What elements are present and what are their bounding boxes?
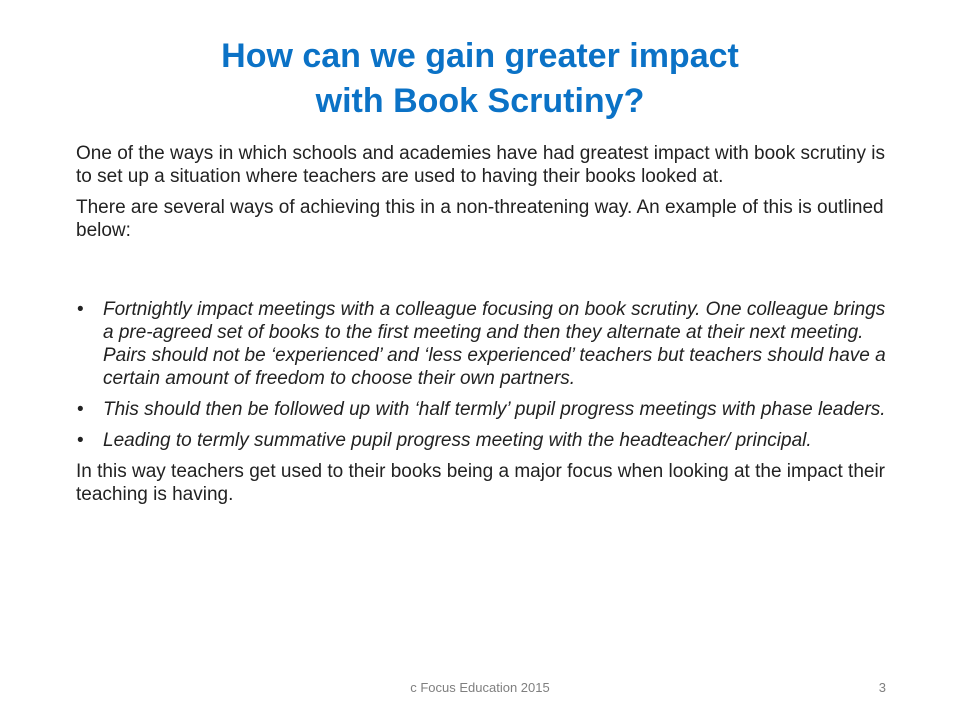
intro-paragraph: One of the ways in which schools and academies have had greatest impact with book scrutiny is to set up a situation where teachers are used to having their books looked at. — [76, 143, 885, 187]
spacer — [76, 242, 886, 298]
list-item — [76, 398, 886, 421]
bullet-icon: • — [77, 299, 84, 320]
list-item-text: Leading to termly summative pupil progress meeting with the headteacher/ principal. — [103, 430, 812, 451]
page-number: 3 — [878, 680, 886, 695]
slide-title-line-1: How can we gain greater impact — [221, 37, 739, 75]
list-item — [76, 298, 886, 390]
slide-title — [80, 34, 880, 124]
slide-body — [76, 142, 886, 506]
list-item-text: Fortnightly impact meetings with a colleague focusing on book scrutiny. One colleague brings a pre-agreed set of books to the first meeting and then they alternate at their next meeting. Pairs should not be ‘experienced’ and ‘less experienced’ teachers but teachers should have a certain amount of freedom to choose their own partners. — [103, 299, 886, 389]
footer-copyright: c Focus Education 2015 — [410, 680, 550, 695]
example-paragraph: There are several ways of achieving this in a non-threatening way. An example of this is outlined below: — [76, 197, 884, 241]
closing-paragraph: In this way teachers get used to their books being a major focus when looking at the impact their teaching is having. — [76, 461, 886, 505]
list-item — [76, 429, 886, 452]
bullet-list — [76, 298, 886, 452]
list-item-text: This should then be followed up with ‘half termly’ pupil progress meetings with phase leaders. — [103, 399, 886, 420]
bullet-icon: • — [77, 430, 84, 451]
bullet-icon: • — [77, 399, 84, 420]
slide-title-line-2: with Book Scrutiny? — [315, 82, 645, 120]
